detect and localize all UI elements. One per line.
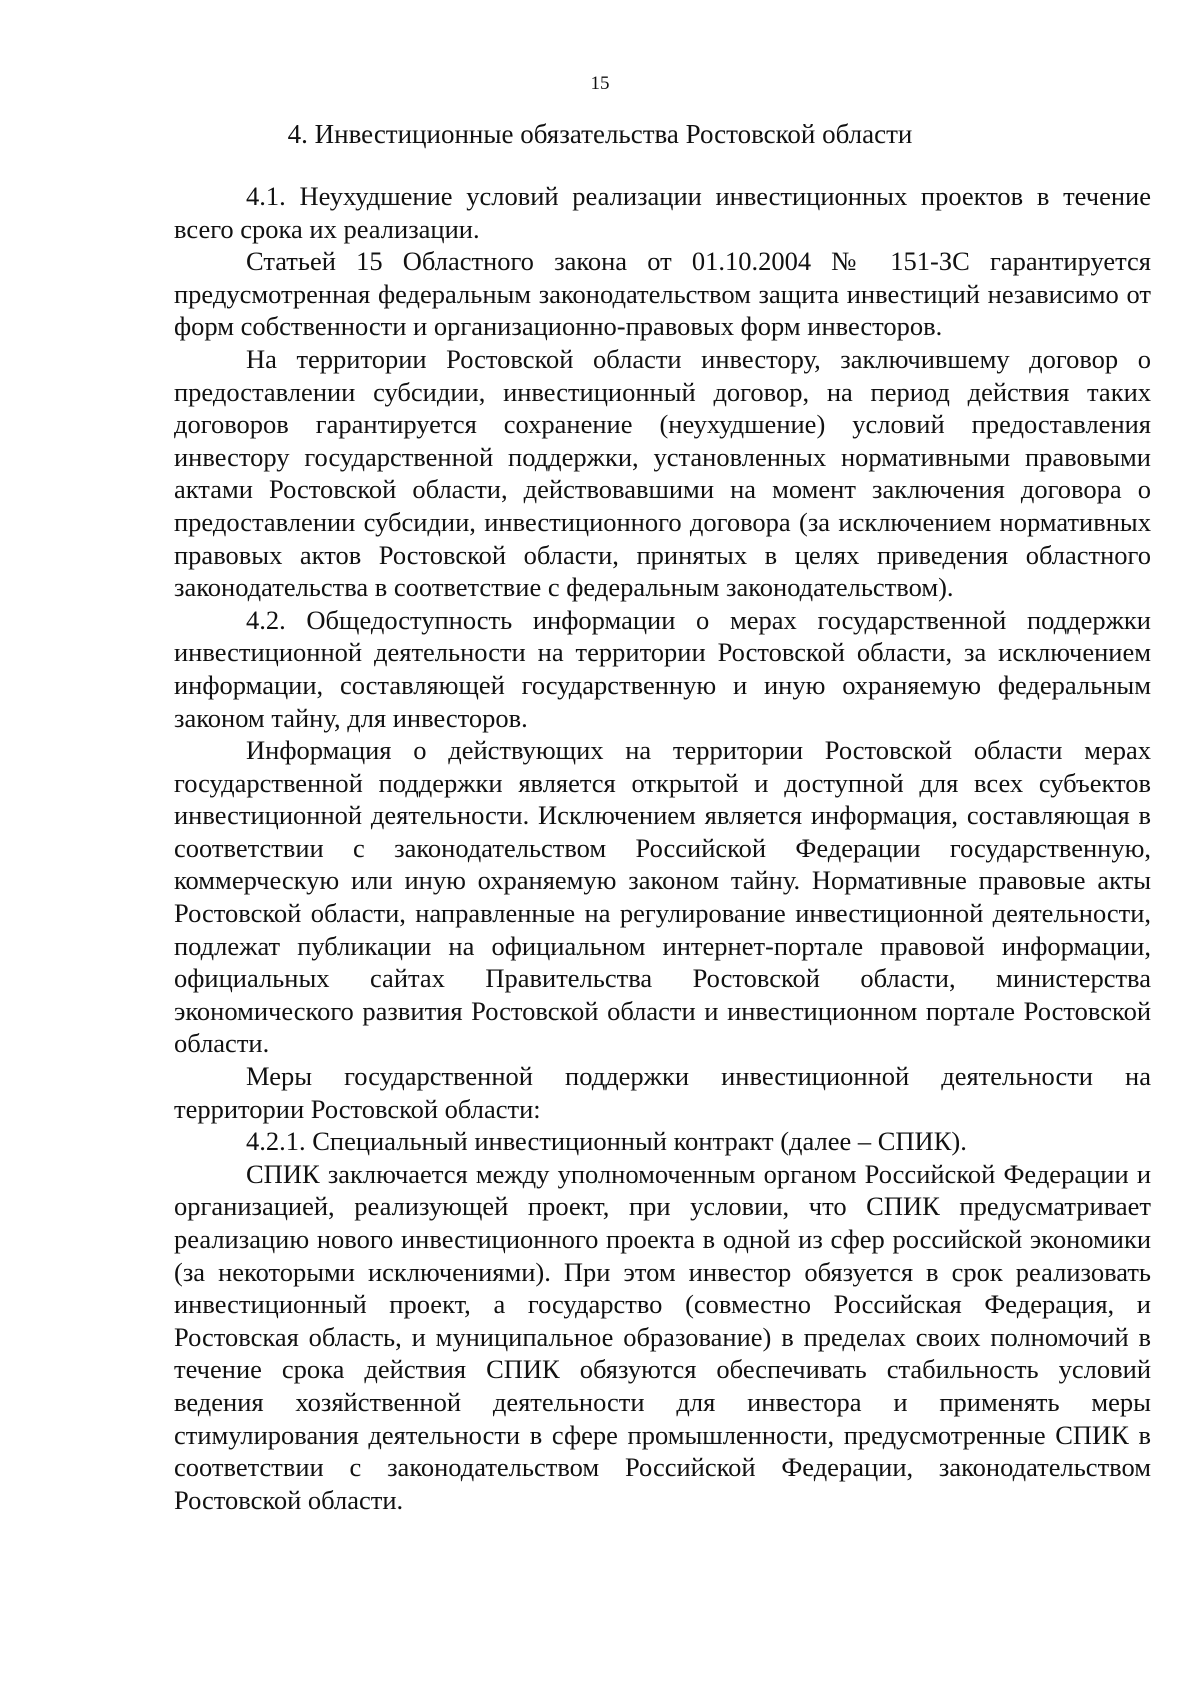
paragraph-4-1: 4.1. Неухудшение условий реализации инвестиционных проектов в течение всего срока их реализации. — [174, 181, 1151, 244]
paragraph-4-2: 4.2. Общедоступность информации о мерах государственной поддержки инвестиционной деятельности на территории Ростовской области, за исключением информации, составляющей государственную и иную охраняемую федеральным законом тайну, для инвесторов. — [174, 604, 1151, 733]
paragraph-spik: СПИК заключается между уполномоченным органом Российской Федерации и организацией, реализующей проект, при условии, что СПИК предусматривает реализацию нового инвестиционного проекта в одной из сфер российской экономики (за некоторыми исключениями). При этом инвестор обязуется в срок реализовать инвестиционный проект, а государство (совместно Российская Федерация, и Ростовская область, и муниципальное образование) в пределах своих полномочий в течение срока действия СПИК обязуются обеспечивать стабильность условий ведения хозяйственной деятельности для инвестора и применять меры стимулирования деятельности в сфере промышленности, предусмотренные СПИК в соответствии с законодательством Российской Федерации, законодательством Ростовской области. — [174, 1158, 1151, 1515]
section-title: 4. Инвестиционные обязательства Ростовской области — [287, 119, 913, 149]
paragraph-4-2-1: 4.2.1. Специальный инвестиционный контракт (далее – СПИК). — [246, 1126, 967, 1157]
paragraph-information-openness: Информация о действующих на территории Ростовской области мерах государственной поддержки является открытой и доступной для всех субъектов инвестиционной деятельности. Исключением является информация, составляющая в соответствии с законодательством Российской Федерации государственную, коммерческую или иную охраняемую законом тайну. Нормативные правовые акты Ростовской области, направленные на регулирование инвестиционной деятельности, подлежат публикации на официальном интернет-портале правовой информации, официальных сайтах Правительства Ростовской области, министерства экономического развития Ростовской области и инвестиционном портале Ростовской области. — [174, 735, 1151, 1059]
page-number: 15 — [590, 73, 610, 94]
document-body — [174, 180, 1151, 1516]
paragraph-support-measures: Меры государственной поддержки инвестиционной деятельности на территории Ростовской области: — [174, 1061, 1151, 1124]
paragraph-investor-guarantee: На территории Ростовской области инвестору, заключившему договор о предоставлении субсидии, инвестиционный договор, на период действия таких договоров гарантируется сохранение (неухудшение) условий предоставления инвестору государственной поддержки, установленных нормативными правовыми актами Ростовской области, действовавшими на момент заключения договора о предоставлении субсидии, инвестиционного договора (за исключением нормативных правовых актов Ростовской области, принятых в целях приведения областного законодательства в соответствие с федеральным законодательством). — [174, 343, 1151, 603]
paragraph-article-15: Статьей 15 Областного закона от 01.10.2004 № 151-ЗС гарантируется предусмотренная федеральным законодательством защита инвестиций независимо от форм собственности и организационно-правовых форм инвесторов. — [174, 246, 1151, 342]
